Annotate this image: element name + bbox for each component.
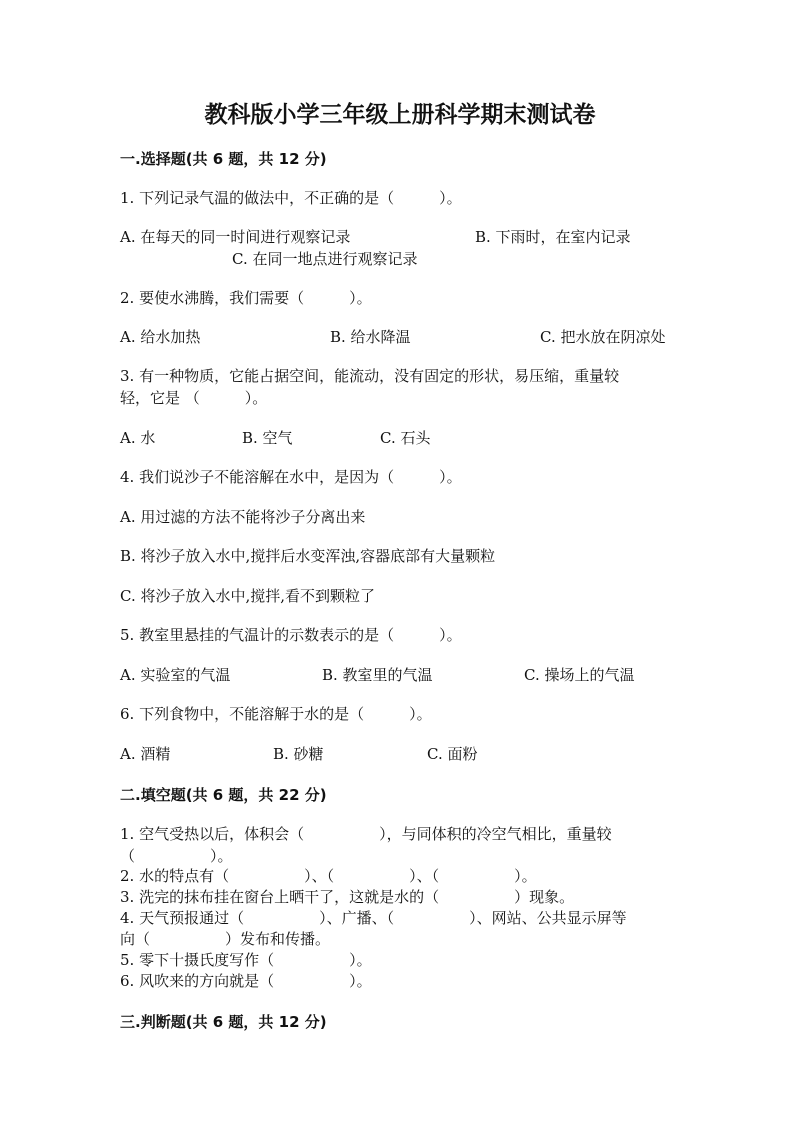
question-4-option-c: C. 将沙子放入水中,搅拌,看不到颗粒了 xyxy=(120,587,376,605)
question-1-option-b: B. 下雨时，在室内记录 xyxy=(475,228,631,246)
fill-blank-line: 5. 零下十摄氏度写作（ ）。 xyxy=(120,951,372,969)
section-heading-fill-blank: 二.填空题(共 6 题，共 22 分) xyxy=(120,786,327,804)
question-2-option-b: B. 给水降温 xyxy=(330,328,411,346)
section-heading-true-false: 三.判断题(共 6 题，共 12 分) xyxy=(120,1013,327,1031)
question-5-option-b: B. 教室里的气温 xyxy=(322,666,433,684)
question-2-option-a: A. 给水加热 xyxy=(120,328,201,346)
question-1-option-a: A. 在每天的同一时间进行观察记录 xyxy=(120,228,351,246)
question-2-stem: 2. 要使水沸腾，我们需要（ ）。 xyxy=(120,289,372,307)
question-5-option-c: C. 操场上的气温 xyxy=(524,666,635,684)
question-6-option-b: B. 砂糖 xyxy=(273,745,324,763)
question-5-option-a: A. 实验室的气温 xyxy=(120,666,231,684)
question-3-option-b: B. 空气 xyxy=(242,429,293,447)
question-4-option-b: B. 将沙子放入水中,搅拌后水变浑浊,容器底部有大量颗粒 xyxy=(120,547,496,565)
question-5-stem: 5. 教室里悬挂的气温计的示数表示的是（ ）。 xyxy=(120,626,462,644)
question-3-option-a: A. 水 xyxy=(120,429,156,447)
fill-blank-line: 3. 洗完的抹布挂在窗台上晒干了，这就是水的（ ）现象。 xyxy=(120,888,575,906)
question-4-option-a: A. 用过滤的方法不能将沙子分离出来 xyxy=(120,508,366,526)
fill-blank-line: （ ）。 xyxy=(120,847,233,865)
question-4-stem: 4. 我们说沙子不能溶解在水中，是因为（ ）。 xyxy=(120,468,462,486)
question-1-stem: 1. 下列记录气温的做法中，不正确的是（ ）。 xyxy=(120,189,462,207)
fill-blank-line: 1. 空气受热以后，体积会（ ），与同体积的冷空气相比，重量较 xyxy=(120,825,612,843)
fill-blank-line: 向（ ）发布和传播。 xyxy=(120,930,331,948)
question-6-stem: 6. 下列食物中，不能溶解于水的是（ ）。 xyxy=(120,705,432,723)
fill-blank-line: 6. 风吹来的方向就是（ ）。 xyxy=(120,972,372,990)
question-3-stem-line2: 轻，它是 （ ）。 xyxy=(120,389,268,407)
question-3-stem-line1: 3. 有一种物质，它能占据空间，能流动，没有固定的形状，易压缩，重量较 xyxy=(120,367,620,385)
section-heading-multiple-choice: 一.选择题(共 6 题，共 12 分) xyxy=(120,150,327,168)
fill-blank-line: 2. 水的特点有（ ）、（ ）、（ ）。 xyxy=(120,867,537,885)
question-1-option-c: C. 在同一地点进行观察记录 xyxy=(232,250,418,268)
page-title: 教科版小学三年级上册科学期末测试卷 xyxy=(204,102,596,128)
question-3-option-c: C. 石头 xyxy=(380,429,431,447)
question-6-option-a: A. 酒精 xyxy=(120,745,171,763)
question-2-option-c: C. 把水放在阴凉处 xyxy=(540,328,666,346)
fill-blank-line: 4. 天气预报通过（ ）、广播、（ ）、网站、公共显示屏等 xyxy=(120,909,627,927)
question-6-option-c: C. 面粉 xyxy=(427,745,478,763)
